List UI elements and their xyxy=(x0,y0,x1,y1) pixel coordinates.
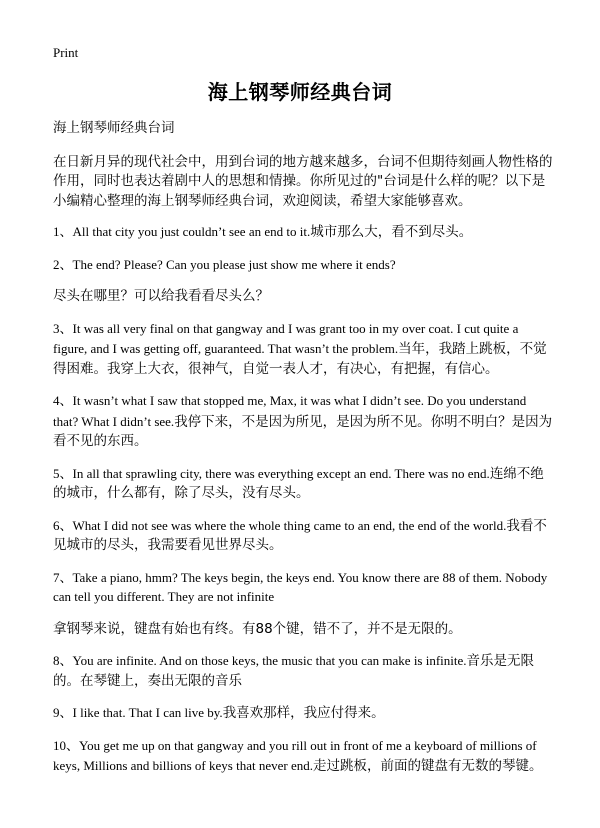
quote-zh: 音乐是无限的。在琴键上，奏出无限的音乐 xyxy=(53,653,535,689)
print-link[interactable]: Print xyxy=(53,45,79,60)
quote-item-4 xyxy=(53,391,553,452)
quote-zh: 当年，我踏上跳板，不觉得困难。我穿上大衣，很神气，自觉一表人才，有决心，有把握，有信心。 xyxy=(53,341,547,377)
quote-en: 6、What I did not see was where the whole thing came to an end, the end of the world. xyxy=(53,517,507,533)
quote-en: 8、You are infinite. And on those keys, the music that you can make is infinite. xyxy=(53,653,467,668)
quote-en: 9、I like that. That I can live by. xyxy=(53,705,223,720)
quote-item-8 xyxy=(53,651,553,691)
quote-zh: 拿钢琴来说，键盘有始也有终。有88个键，错不了，并不是无限的。 xyxy=(53,620,462,637)
quote-zh: 尽头在哪里？可以给我看看尽头么？ xyxy=(53,288,269,304)
quote-zh: 城市那么大，看不到尽头。 xyxy=(310,224,473,240)
quote-item-1 xyxy=(53,222,553,243)
intro-paragraph: 在日新月异的现代社会中，用到台词的地方越来越多，台词不但期待刻画人物性格的作用，同时也表达着剧中人的思想和情操。你所见过的"台词是什么样的呢？以下是小编精心整理的海上钢琴师经典台词，欢迎阅读，希望大家能够喜欢。 xyxy=(53,153,553,209)
quote-en: 10、You get me up on that gangway and you rill out in front of me a keyboard of millions of keys, Millions and billions of keys that never end. xyxy=(53,737,537,773)
quote-zh: 我喜欢那样，我应付得来。 xyxy=(222,705,385,721)
quote-en: 4、It wasn’t what I saw that stopped me, Max, it was what I didn’t see. Do you understand that? What I didn’t see. xyxy=(53,393,527,429)
quote-en: 3、It was all very final on that gangway and I was grant too in my over coat. I cut quite a figure, and I was getting off, guaranteed. That wasn’t the problem. xyxy=(53,320,519,356)
quote-item-7 xyxy=(53,568,553,640)
article-subtitle: 海上钢琴师经典台词 xyxy=(53,120,175,136)
quote-item-5 xyxy=(53,464,553,504)
quote-zh: 我看不见城市的尽头，我需要看见世界尽头。 xyxy=(53,517,547,553)
quote-en: 2、The end? Please? Can you please just show me where it ends? xyxy=(53,256,396,272)
article-body xyxy=(53,119,553,789)
quote-zh: 连绵不绝的城市，什么都有，除了尽头，没有尽头。 xyxy=(53,465,544,501)
quote-item-10 xyxy=(53,736,553,777)
quote-en: 1、All that city you just couldn’t see an end to it. xyxy=(53,224,311,239)
quote-item-2 xyxy=(53,255,553,307)
page-title: 海上钢琴师经典台词 xyxy=(207,80,393,104)
quote-item-6 xyxy=(53,516,553,556)
quote-en: 5、In all that sprawling city, there was everything except an end. There was no end. xyxy=(53,465,490,481)
quote-en: 7、Take a piano, hmm? The keys begin, the keys end. You know there are 88 of them. Nobody can tell you different. They are not infinite xyxy=(53,569,548,604)
quote-zh: 我停下来，不是因为所见，是因为所不见。你明不明白？是因为看不见的东西。 xyxy=(53,413,553,449)
quote-item-9 xyxy=(53,703,553,724)
quote-item-3 xyxy=(53,319,553,380)
quote-zh: 走过跳板，前面的键盘有无数的琴键。 xyxy=(312,758,543,774)
